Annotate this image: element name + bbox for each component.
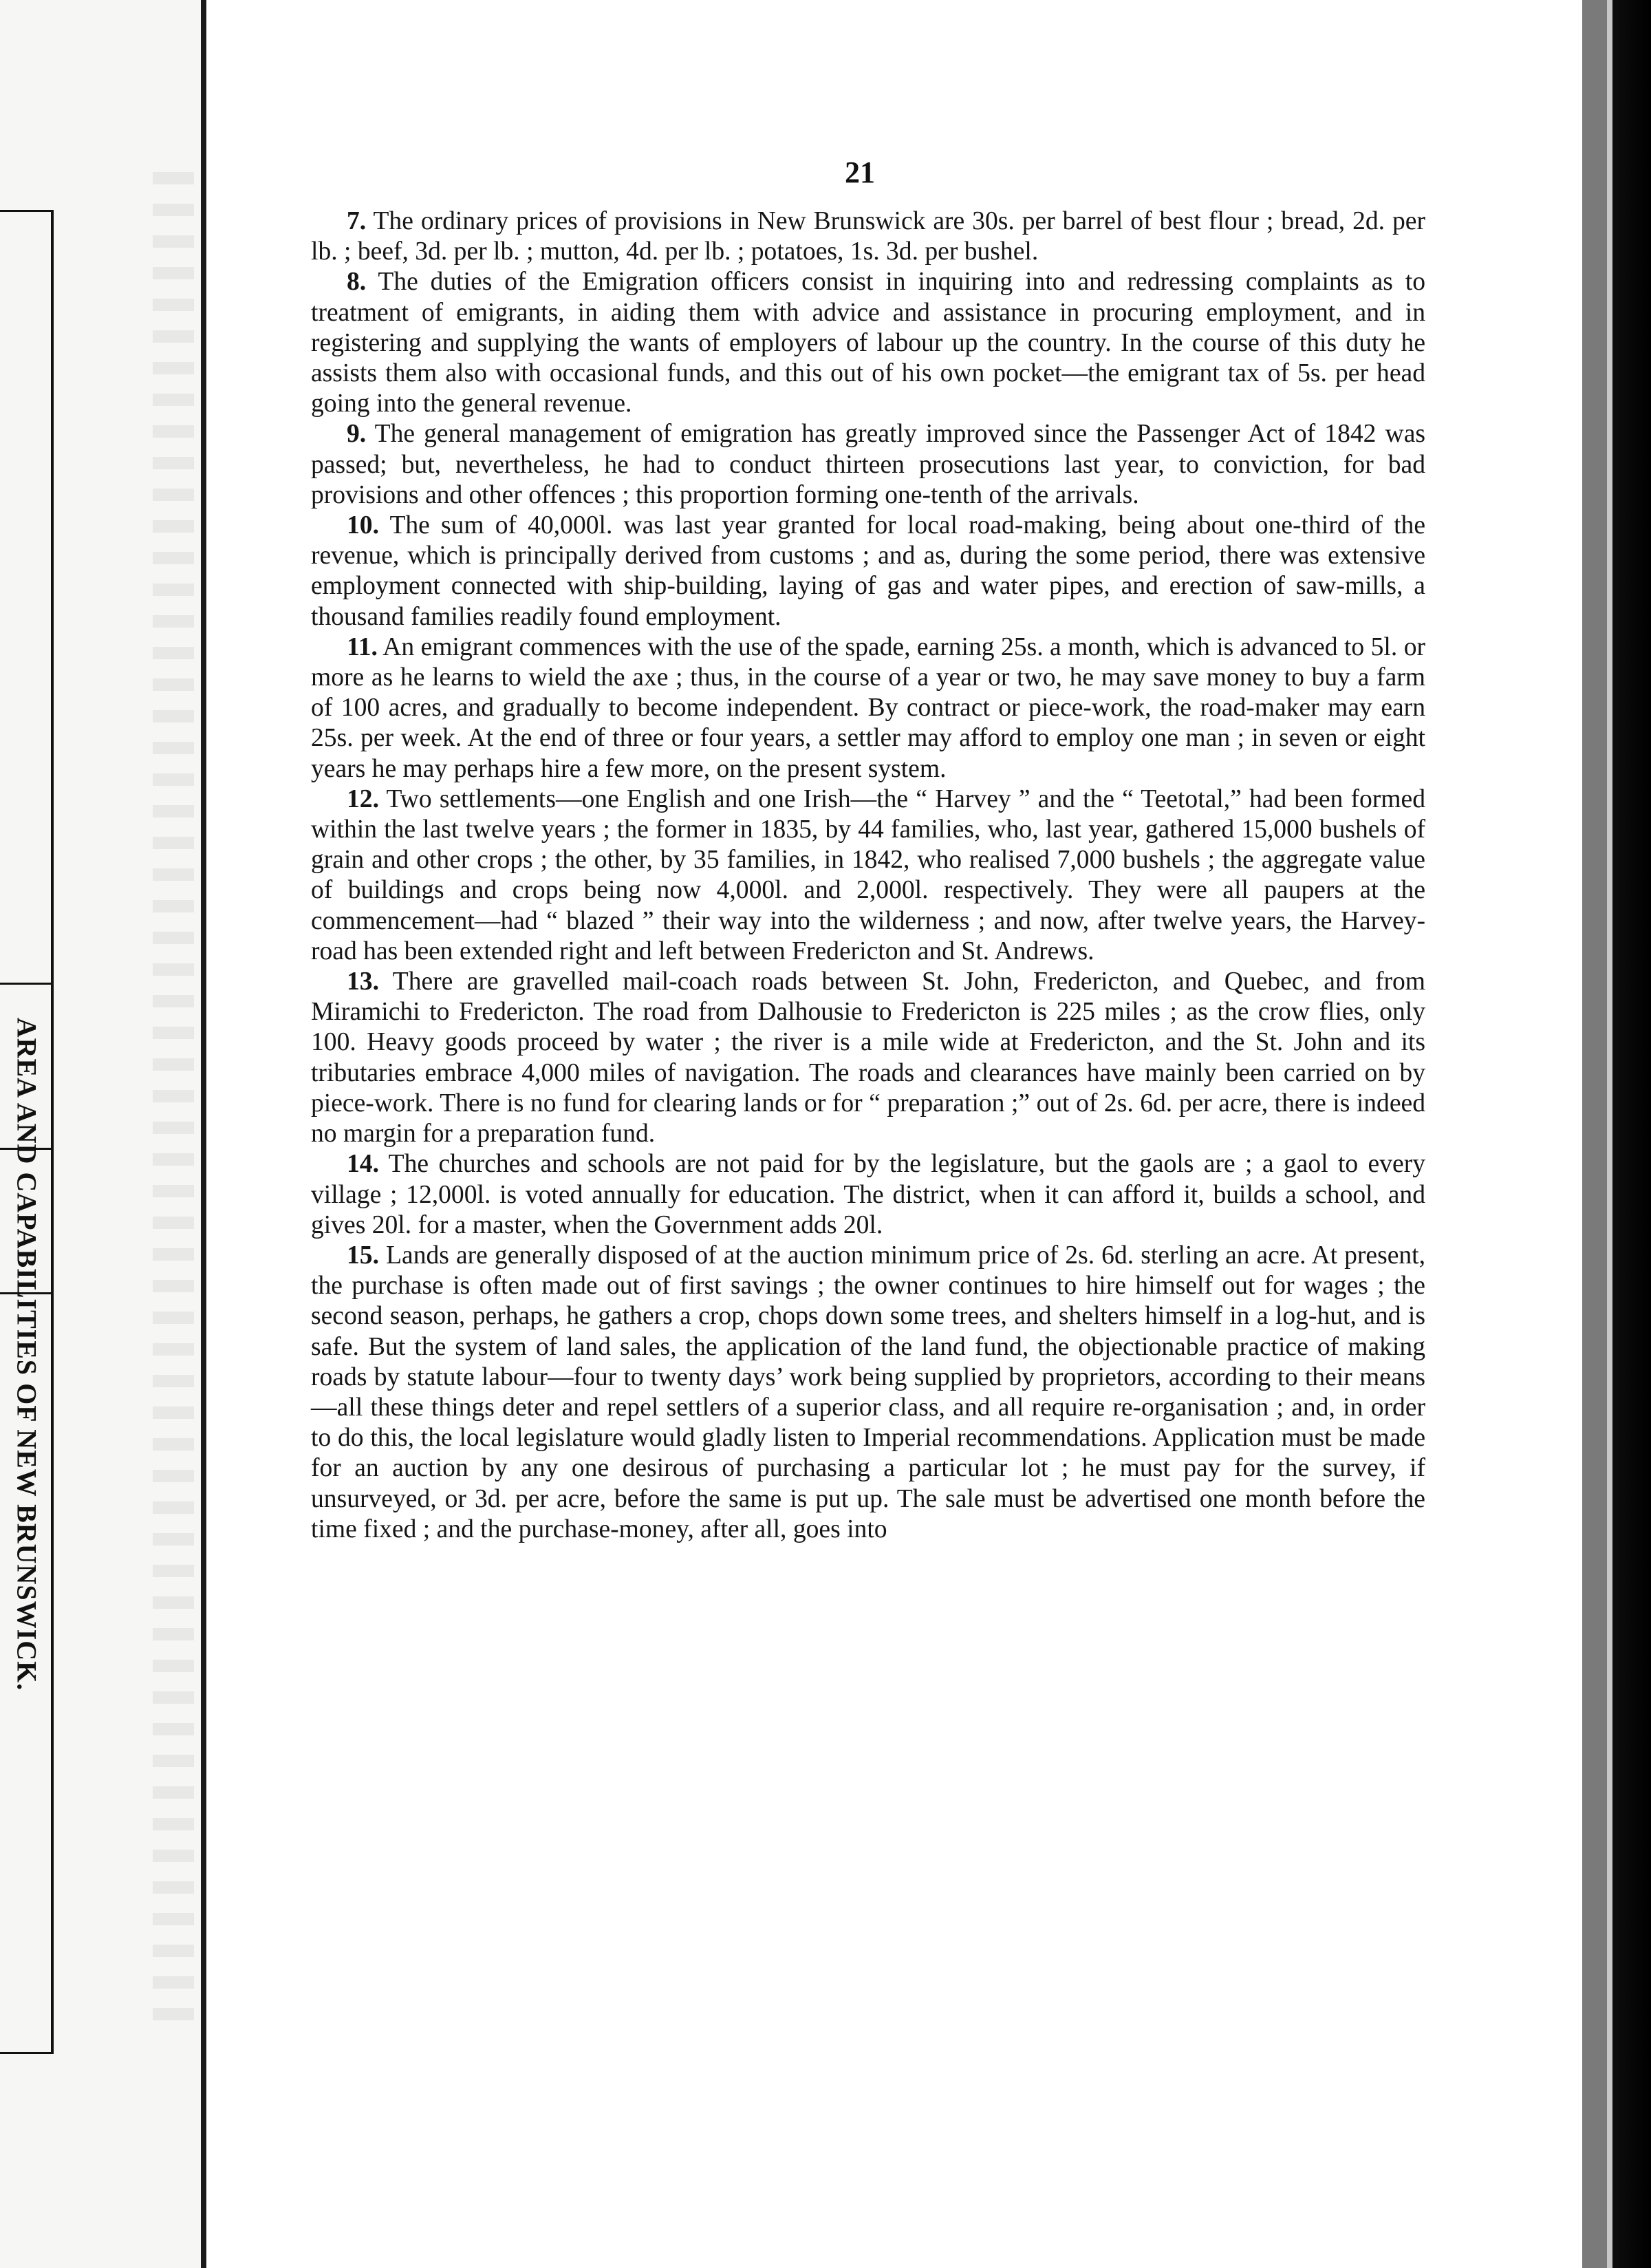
paragraph-9 (311, 419, 1425, 511)
page-spine (1607, 0, 1612, 2268)
paragraph-text: The general management of emigration has greatly improved since the Passenger Act of 1842 was passed; but, nevertheless, he had to conduct thirteen prosecutions last year, to conviction, for bad provisions and other offences ; this proportion forming one-tenth of the arrivals. (311, 420, 1425, 509)
bleed-through-text (153, 172, 194, 2030)
text-body (311, 206, 1425, 1545)
paragraph-number: 11. (347, 632, 378, 661)
paragraph-11 (311, 632, 1425, 784)
side-title-panel (0, 210, 54, 2054)
paragraph-number: 7. (347, 207, 367, 235)
paragraph-number: 15. (347, 1241, 379, 1270)
paragraph-number: 9. (347, 420, 367, 449)
paragraph-number: 14. (347, 1150, 379, 1179)
paragraph-text: Lands are generally disposed of at the auction minimum price of 2s. 6d. sterling an acre. At present, the purchase is often made out of first savings ; the owner continues to hire himself out for wages ; the second season, perhaps, he gathers a crop, chops down some trees, and shelters himself in a log-hut, and is safe. But the system of land sales, the application of the land fund, the objectionable practice of making roads by statute labour—four to twenty days’ work being supplied by proprietors, according to their means—all these things deter and repel settlers of a superior class, and all require re-organisation ; and, in order to do this, the local legislature would gladly listen to Imperial recommendations. Application must be made for an auction by any one desirous of purchasing a particular lot ; he must pay for the survey, if unsurveyed, or 3d. per acre, before the same is put up. The sale must be advertised one month before the time fixed ; and the purchase-money, after all, goes into (311, 1241, 1426, 1543)
paragraph-text: There are gravelled mail-coach roads between St. John, Fredericton, and Quebec, and from Miramichi to Fredericton. The road from Dalhousie to Fredericton is 225 miles ; as the crow flies, only 100. Heavy goods proceed by water ; the river is a mile wide at Fredericton, and the St. John and its tributaries embrace 4,000 miles of navigation. The roads and clearances have mainly been carried on by piece-work. There is no fund for clearing lands or for “ preparation ;” out of 2s. 6d. per acre, there is indeed no margin for a preparation fund. (311, 967, 1425, 1148)
paragraph-text: The duties of the Emigration officers consist in inquiring into and redressing complaints as to treatment of emigrants, in aiding them with advice and assistance in procuring employment, and in registering and supplying the wants of employers of labour up the country. In the course of this duty he assists them also with occasional funds, and this out of his own pocket—the emigrant tax of 5s. per head going into the general revenue. (311, 268, 1425, 418)
page-number: 21 (845, 156, 875, 189)
paragraph-text: The churches and schools are not paid for by the legislature, but the gaols are ; a gaol to every village ; 12,000l. is voted annually for education. The district, when it can afford it, builds a school, and gives 20l. for a master, when the Government adds 20l. (311, 1150, 1425, 1239)
paragraph-number: 13. (347, 967, 379, 996)
paragraph-text: An emigrant commences with the use of the spade, earning 25s. a month, which is advanced to 5l. or more as he learns to wield the axe ; thus, in the course of a year or two, he may save money to buy a farm of 100 acres, and gradually to become independent. By contract or piece-work, the road-maker may earn 25s. per week. At the end of three or four years, a settler may afford to employ one man ; in seven or eight years he may perhaps hire a few more, on the present system. (311, 632, 1425, 783)
paragraph-number: 12. (347, 784, 379, 813)
paragraph-12 (311, 784, 1425, 967)
paragraph-text: The ordinary prices of provisions in New Brunswick are 30s. per barrel of best flour ; bread, 2d. per lb. ; beef, 3d. per lb. ; mutton, 4d. per lb. ; potatoes, 1s. 3d. per bushel. (311, 207, 1425, 266)
paragraph-text: The sum of 40,000l. was last year granted for local road-making, being about one-third of the revenue, which is principally derived from customs ; and as, during the some period, there was extensive employment connected with ship-building, laying of gas and water pipes, and erection of saw-mills, a thousand families readily found employment. (311, 511, 1426, 631)
paragraph-7 (311, 206, 1425, 267)
side-rule (0, 983, 54, 985)
side-title: AREA AND CAPABILITIES OF NEW BRUNSWICK. (11, 1017, 43, 1691)
paragraph-8 (311, 267, 1425, 419)
paragraph-14 (311, 1149, 1425, 1241)
right-page-edge (1582, 0, 1651, 2268)
paragraph-text: Two settlements—one English and one Irish—the “ Harvey ” and the “ Teetotal,” had been formed within the last twelve years ; the former in 1835, by 44 families, who, last year, gathered 15,000 bushels of grain and other crops ; the other, by 35 families, in 1842, who realised 7,000 bushels ; the aggregate value of buildings and crops being now 4,000l. and 2,000l. respectively. They were all paupers at the commencement—had “ blazed ” their way into the wilderness ; and now, after twelve years, the Harvey-road has been extended right and left between Fredericton and St. Andrews. (311, 784, 1426, 965)
paragraph-number: 10. (347, 511, 379, 540)
paragraph-15 (311, 1241, 1425, 1545)
paragraph-number: 8. (347, 268, 367, 297)
paragraph-10 (311, 511, 1425, 632)
page-shadow (1582, 0, 1607, 2268)
page-gutter (201, 0, 206, 2268)
paragraph-13 (311, 967, 1425, 1149)
